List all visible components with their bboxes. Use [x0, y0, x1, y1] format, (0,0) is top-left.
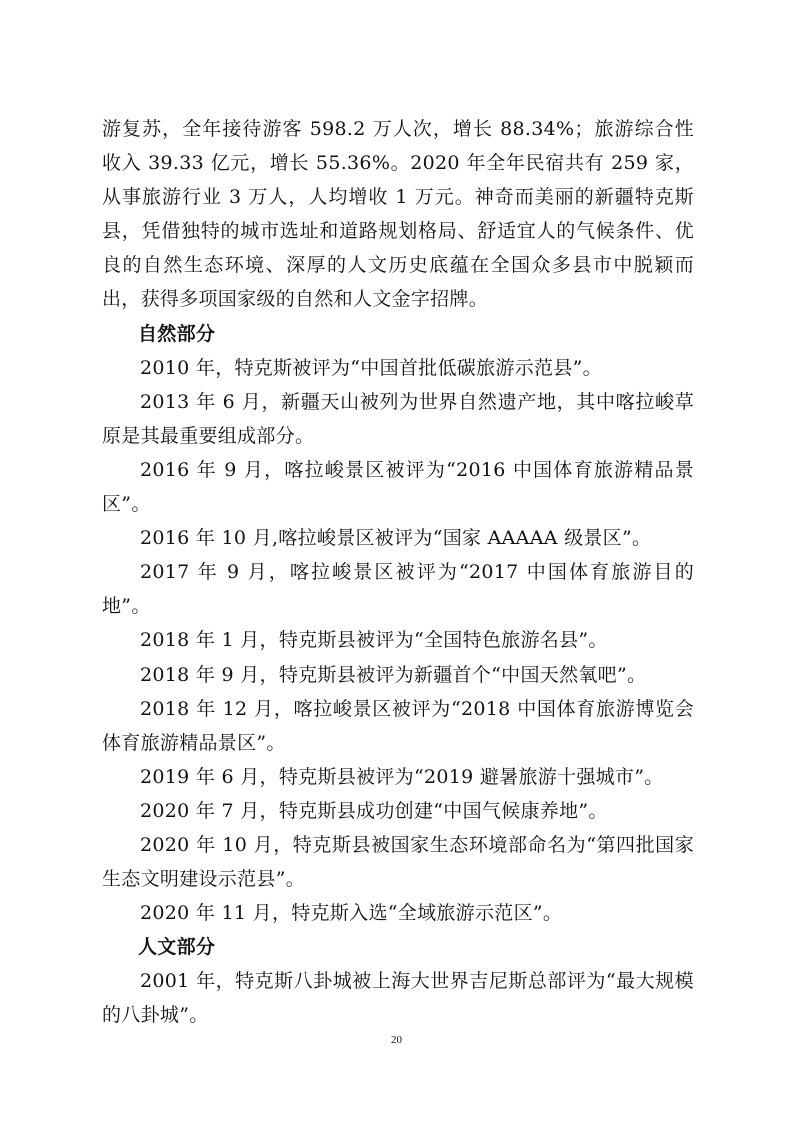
page-number: 20 — [391, 1034, 402, 1046]
list-item: 2018 年 9 月，特克斯县被评为新疆首个“中国天然氧吧”。 — [140, 663, 647, 686]
list-item: 2019 年 6 月，特克斯县被评为“2019 避暑旅游十强城市”。 — [140, 765, 664, 788]
list-item: 2010 年，特克斯被评为“中国首批低碳旅游示范县”。 — [140, 356, 602, 379]
list-item: 2020 年 7 月，特克斯县成功创建“中国气候康养地”。 — [140, 799, 608, 822]
intro-paragraph: 游复苏，全年接待游客 598.2 万人次，增长 88.34%；旅游综合性收入 39.33 亿元，增长 55.36%。2020 年全年民宿共有 259 家，从事旅游行业 3 万人，人均增收 1 万元。神奇而美丽的新疆特克斯县，凭借独特的城市选址和道路规划格局、舒适宜人的气候条件、优良的自然生态环境、深厚的人文历史底蕴在全国众多县市中脱颖而出，获得多项国家级的自然和人文金字招牌。 — [102, 118, 694, 311]
list-item: 2020 年 10 月，特克斯县被国家生态环境部命名为“第四批国家生态文明建设示范县”。 — [102, 833, 694, 891]
list-item: 2013 年 6 月，新疆天山被列为世界自然遗产地，其中喀拉峻草原是其最重要组成部分。 — [102, 390, 694, 447]
list-item: 2017 年 9 月，喀拉峻景区被评为“2017 中国体育旅游目的地”。 — [102, 561, 694, 618]
list-item: 2016 年 10 月,喀拉峻景区被评为“国家 AAAAA 级景区”。 — [140, 527, 652, 550]
list-item: 2020 年 11 月，特克斯入选“全域旅游示范区”。 — [140, 902, 563, 925]
list-item: 2001 年，特克斯八卦城被上海大世界吉尼斯总部评为“最大规模的八卦城”。 — [102, 970, 694, 1027]
list-item: 2016 年 9 月，喀拉峻景区被评为“2016 中国体育旅游精品景区”。 — [102, 458, 694, 516]
list-item: 2018 年 12 月，喀拉峻景区被评为“2018 中国体育旅游博览会体育旅游精品景区”。 — [102, 697, 694, 754]
body-text — [102, 112, 694, 1033]
list-item: 2018 年 1 月，特克斯县被评为“全国特色旅游名县”。 — [140, 629, 608, 652]
section-heading-nature: 自然部分 — [138, 322, 216, 345]
section-heading-culture: 人文部分 — [138, 936, 216, 959]
